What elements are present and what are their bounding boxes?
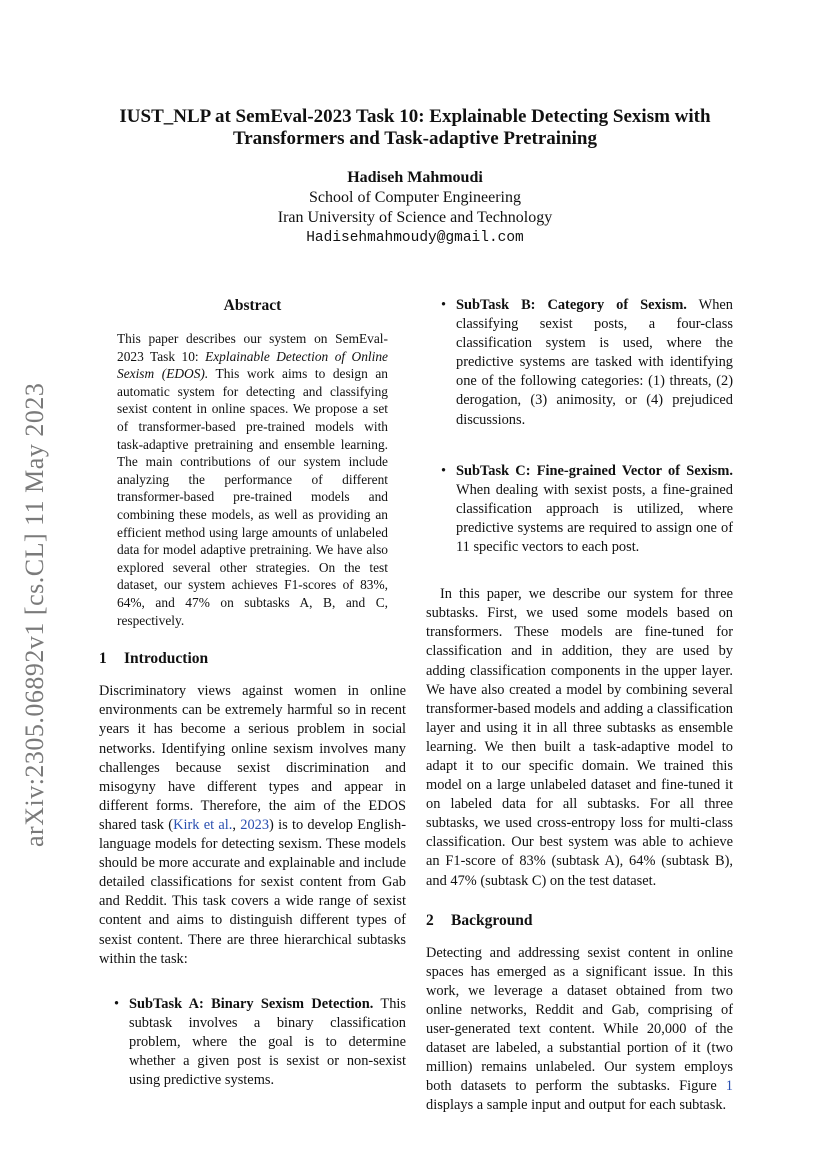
- intro-paragraph-1: [99, 682, 406, 968]
- section-heading-introduction: [99, 649, 406, 668]
- bullet-text: When dealing with sexist posts, a fine-grained classification approach is utilized, where predictive systems are required to assign one of 11 specific vectors to each post.: [456, 481, 733, 556]
- section-heading-background: [426, 911, 733, 930]
- bullet-title: SubTask A: Binary Sexism Detection.: [129, 995, 374, 1012]
- section-number: 2: [426, 911, 434, 929]
- affiliation-university: Iran University of Science and Technology: [277, 209, 553, 226]
- intro-text: Discriminatory views against women in online environments can be extremely harmful so in recent years it has become a serious problem in social networks. Identifying online sexism involves many challenges because sexist discrimination and misogyny have different types and appear in different forms. Therefore, the aim of the EDOS shared task (: [99, 683, 406, 833]
- bullet-text: When classifying sexist posts, a four-class classification system is used, where the predictive systems are tasked with identifying one of the following categories: (1) threats, (2) derogation, (3) animosity, or (4) prejudiced discussions.: [456, 297, 733, 428]
- paper-title: [95, 106, 735, 150]
- citation-name[interactable]: Kirk et al.: [173, 816, 233, 833]
- abstract-text-rest: This work aims to design an automatic system for detecting and classifying sexist content in online spaces. We propose a set of transformer-based pre-trained models with task-adaptive pretraining and ensemble learning. The main contributions of our system include analyzing the performance of different transformer-based pre-trained models and combining these models, as well as providing an efficient method using large amounts of unlabeled data for model adaptive pretraining. We have also explored several other strategies. On the test dataset, our system achieves F1-scores of 83%, 64%, and 47% on subtasks A, B, and C, respectively.: [117, 366, 388, 628]
- section-title: Introduction: [124, 650, 209, 668]
- abstract-heading: Abstract: [223, 297, 282, 314]
- left-column: [99, 296, 406, 1090]
- citation-separator: ,: [232, 816, 241, 833]
- background-text: Detecting and addressing sexist content in online spaces has emerged as a significant issue. In this work, we leverage a dataset obtained from two online networks, Reddit and Gab, comprising of user-generated text content. While 20,000 of the dataset are labeled, a substantial portion of it (two million) remains unlabeled. Our system employs both datasets to perform the subtasks. Figure: [426, 944, 733, 1095]
- bullet-title: SubTask B: Category of Sexism.: [456, 297, 687, 313]
- bullet-title: SubTask C: Fine-grained Vector of Sexism.: [456, 462, 733, 479]
- title-line-1: IUST_NLP at SemEval-2023 Task 10: Explainable Detecting Sexism with: [119, 106, 711, 127]
- bullet-icon: •: [441, 462, 447, 479]
- background-text-rest: displays a sample input and output for each subtask.: [426, 1097, 727, 1114]
- author-block: [200, 168, 630, 248]
- citation-link[interactable]: [173, 817, 232, 833]
- background-paragraph-1: [426, 944, 733, 1116]
- intro-paragraph-2: In this paper, we describe our system for three subtasks. First, we used some models based on transformers. These models are fine-tuned for classification and in addition, they are used by adding classification components in the upper layer. We have also created a model by combining several transformer-based models and adding a classification layer and using it in all three subtasks as ensemble learning. We then built a task-adaptive model to adapt it to our specific domain. We trained this model on a large unlabeled dataset and fine-tuned it on labeled data for all subtasks. For all three subtasks, we used cross-entropy loss for multi-class classification. Our best system was able to achieve an F1-score of 83% (subtask A), 64% (subtask B), and 47% (subtask C) on the test dataset.: [426, 586, 733, 889]
- bullet-icon: •: [441, 297, 447, 313]
- list-item-subtask-b: [426, 296, 733, 430]
- bullet-icon: •: [114, 995, 120, 1012]
- abstract-task-name: Explainable Detection of Online Sexism (EDOS).: [117, 348, 388, 382]
- section-title: Background: [451, 911, 533, 929]
- citation-year-link[interactable]: 2023: [240, 816, 270, 833]
- author-name: Hadiseh Mahmoudi: [347, 169, 483, 186]
- abstract-text-start: This paper describes our system on SemEval-2023 Task 10:: [117, 331, 388, 364]
- bullet-text: This subtask involves a binary classification problem, where the goal is to determine whether a given post is sexist or non-sexist using predictive systems.: [129, 995, 406, 1089]
- figure-ref-link[interactable]: 1: [725, 1078, 733, 1095]
- title-line-2: Transformers and Task-adaptive Pretraining: [232, 128, 597, 149]
- author-email[interactable]: Hadisehmahmoudy@gmail.com: [306, 230, 524, 246]
- intro-text-rest: ) is to develop English-language models for detecting sexism. These models should be more accurate and explainable and include detailed classifications for sexist content from Gab and Reddit. This task covers a wide range of sexist content and aims to distinguish different types of sexist content. There are three hierarchical subtasks within the task:: [99, 816, 407, 967]
- list-item-subtask-c: [426, 462, 733, 557]
- arxiv-identifier: arXiv:2305.06892v1 [cs.CL] 11 May 2023: [20, 382, 49, 848]
- section-number: 1: [99, 650, 107, 668]
- list-item-subtask-a: [99, 995, 406, 1090]
- right-column: [426, 296, 733, 1116]
- affiliation-school: School of Computer Engineering: [309, 189, 521, 206]
- abstract-text: [117, 330, 388, 629]
